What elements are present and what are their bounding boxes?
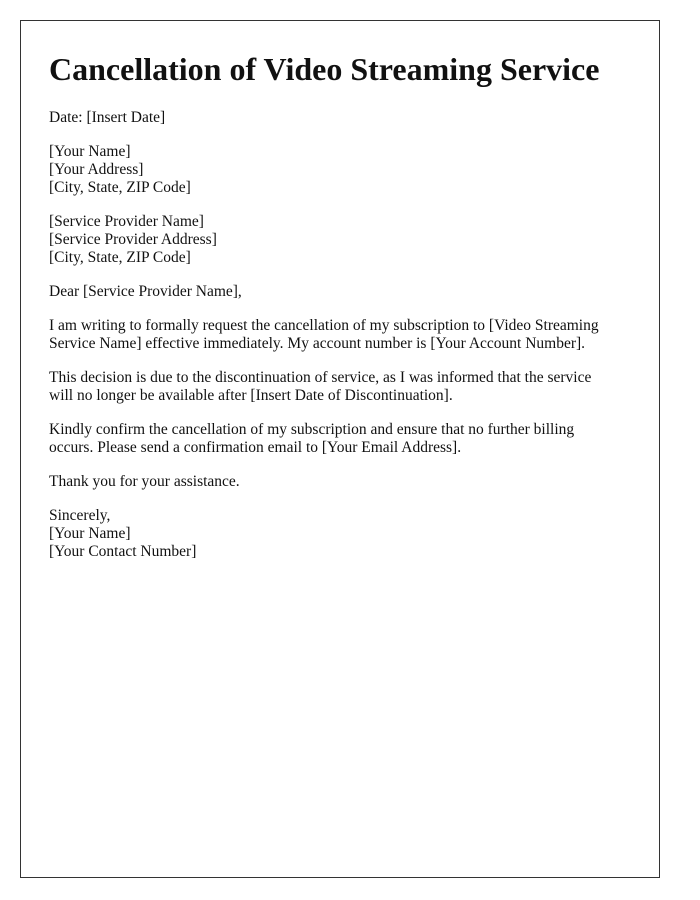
body-paragraph-reason <box>49 369 639 405</box>
letter-page <box>20 20 660 878</box>
closing-block <box>49 507 639 561</box>
signer-name: [Your Name] <box>49 525 131 542</box>
body-paragraph-line: I am writing to formally request the cancellation of my subscription to [Video Streaming <box>49 317 599 334</box>
signer-contact: [Your Contact Number] <box>49 543 197 560</box>
letter-title: Cancellation of Video Streaming Service <box>49 51 600 87</box>
sender-address: [Your Address] <box>49 161 144 178</box>
recipient-city-state-zip: [City, State, ZIP Code] <box>49 249 191 266</box>
recipient-address: [Service Provider Address] <box>49 231 217 248</box>
body-paragraph-line: Kindly confirm the cancellation of my subscription and ensure that no further billing <box>49 421 575 438</box>
recipient-block <box>49 213 639 267</box>
body-paragraph-line: This decision is due to the discontinuation of service, as I was informed that the service <box>49 369 592 386</box>
thanks-line <box>49 473 639 491</box>
recipient-name: [Service Provider Name] <box>49 213 204 230</box>
thanks-text: Thank you for your assistance. <box>49 473 240 490</box>
body-paragraph-line: will no longer be available after [Insert Date of Discontinuation]. <box>49 387 453 404</box>
date-line <box>49 109 639 127</box>
sign-off: Sincerely, <box>49 507 111 524</box>
letter-content <box>49 49 639 577</box>
sender-block <box>49 143 639 197</box>
body-paragraph-line: occurs. Please send a confirmation email to [Your Email Address]. <box>49 439 462 456</box>
salutation <box>49 283 639 301</box>
sender-city-state-zip: [City, State, ZIP Code] <box>49 179 191 196</box>
body-paragraph-confirmation <box>49 421 639 457</box>
date-text: Date: [Insert Date] <box>49 109 166 126</box>
salutation-text: Dear [Service Provider Name], <box>49 283 242 300</box>
body-paragraph-request <box>49 317 639 353</box>
sender-name: [Your Name] <box>49 143 131 160</box>
body-paragraph-line: Service Name] effective immediately. My account number is [Your Account Number]. <box>49 335 586 352</box>
